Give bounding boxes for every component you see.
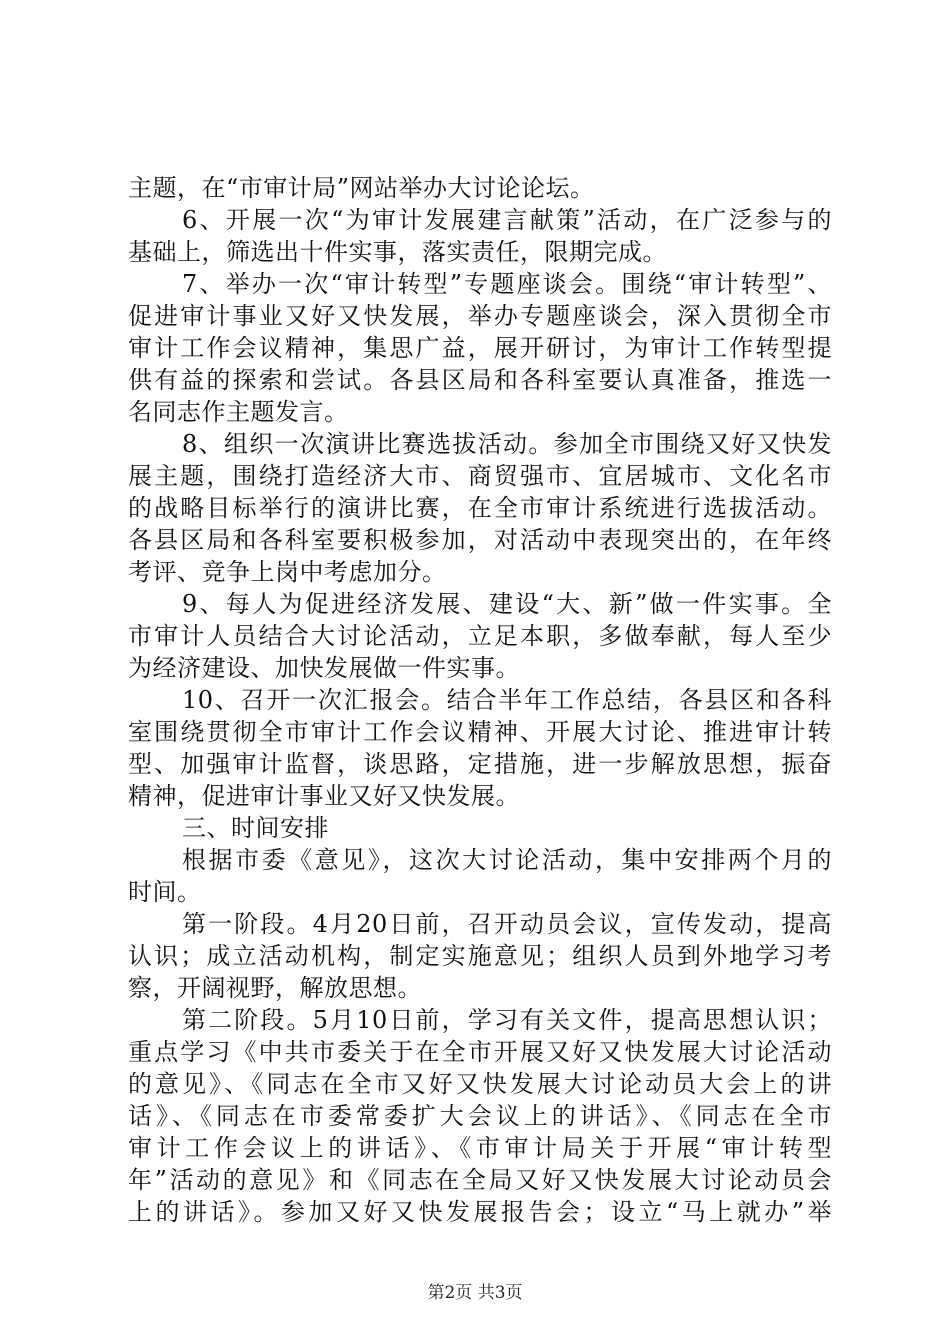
text-line: 话》、《同志在市委常委扩大会议上的讲话》、《同志在全市	[128, 1102, 832, 1130]
text-line: 展主题，围绕打造经济大市、商贸强市、宜居城市、文化名市	[128, 462, 832, 490]
text-line: 基础上，筛选出十件实事，落实责任，限期完成。	[128, 238, 667, 266]
text-line: 室围绕贯彻全市审计工作会议精神、开展大讨论、推进审计转	[128, 718, 832, 746]
text-line: 上的讲话》。参加又好又快发展报告会；设立“马上就办”举	[128, 1198, 832, 1226]
text-line: 认识；成立活动机构，制定实施意见；组织人员到外地学习考	[128, 942, 832, 970]
text-line: 时间。	[128, 878, 202, 906]
text-line: 根据市委《意见》，这次大讨论活动，集中安排两个月的	[182, 846, 832, 874]
text-line: 审计工作会议精神，集思广益，展开研讨，为审计工作转型提	[128, 334, 832, 362]
text-line: 9、每人为促进经济发展、建设“大、新”做一件实事。全	[182, 590, 832, 618]
text-line: 市审计人员结合大讨论活动，立足本职，多做奉献，每人至少	[128, 622, 832, 650]
document-body	[128, 172, 832, 1228]
page-footer: 第2页 共3页	[427, 1283, 523, 1303]
text-line: 8、组织一次演讲比赛选拔活动。参加全市围绕又好又快发	[182, 430, 832, 458]
text-line: 重点学习《中共市委关于在全市开展又好又快发展大讨论活动	[128, 1038, 832, 1066]
text-line: 为经济建设、加快发展做一件实事。	[128, 654, 520, 682]
text-line: 考评、竞争上岗中考虑加分。	[128, 558, 447, 586]
text-line: 10、召开一次汇报会。结合半年工作总结，各县区和各科	[182, 686, 832, 714]
text-line: 6、开展一次“为审计发展建言献策”活动，在广泛参与的	[182, 206, 832, 234]
text-line: 主题，在“市审计局”网站举办大讨论论坛。	[128, 174, 595, 202]
text-line: 精神，促进审计事业又好又快发展。	[128, 782, 520, 810]
text-line: 型、加强审计监督，谈思路，定措施，进一步解放思想，振奋	[128, 750, 832, 778]
text-line: 察，开阔视野，解放思想。	[128, 974, 422, 1002]
text-line: 7、举办一次“审计转型”专题座谈会。围绕“审计转型”、	[182, 270, 832, 298]
text-line: 审计工作会议上的讲话》、《市审计局关于开展“审计转型	[128, 1134, 832, 1162]
text-line: 第二阶段。5月10日前，学习有关文件，提高思想认识；	[182, 1006, 832, 1034]
text-line: 促进审计事业又好又快发展，举办专题座谈会，深入贯彻全市	[128, 302, 832, 330]
text-line: 三、时间安排	[182, 814, 329, 842]
text-line: 名同志作主题发言。	[128, 398, 349, 426]
text-line: 第一阶段。4月20日前，召开动员会议，宣传发动，提高	[182, 910, 832, 938]
text-line: 年”活动的意见》和《同志在全局又好又快发展大讨论动员会	[128, 1166, 832, 1194]
text-line: 的战略目标举行的演讲比赛，在全市审计系统进行选拔活动。	[128, 494, 832, 522]
text-line: 的意见》、《同志在全市又好又快发展大讨论动员大会上的讲	[128, 1070, 832, 1098]
text-line: 供有益的探索和尝试。各县区局和各科室要认真准备，推选一	[128, 366, 832, 394]
text-line: 各县区局和各科室要积极参加，对活动中表现突出的，在年终	[128, 526, 832, 554]
